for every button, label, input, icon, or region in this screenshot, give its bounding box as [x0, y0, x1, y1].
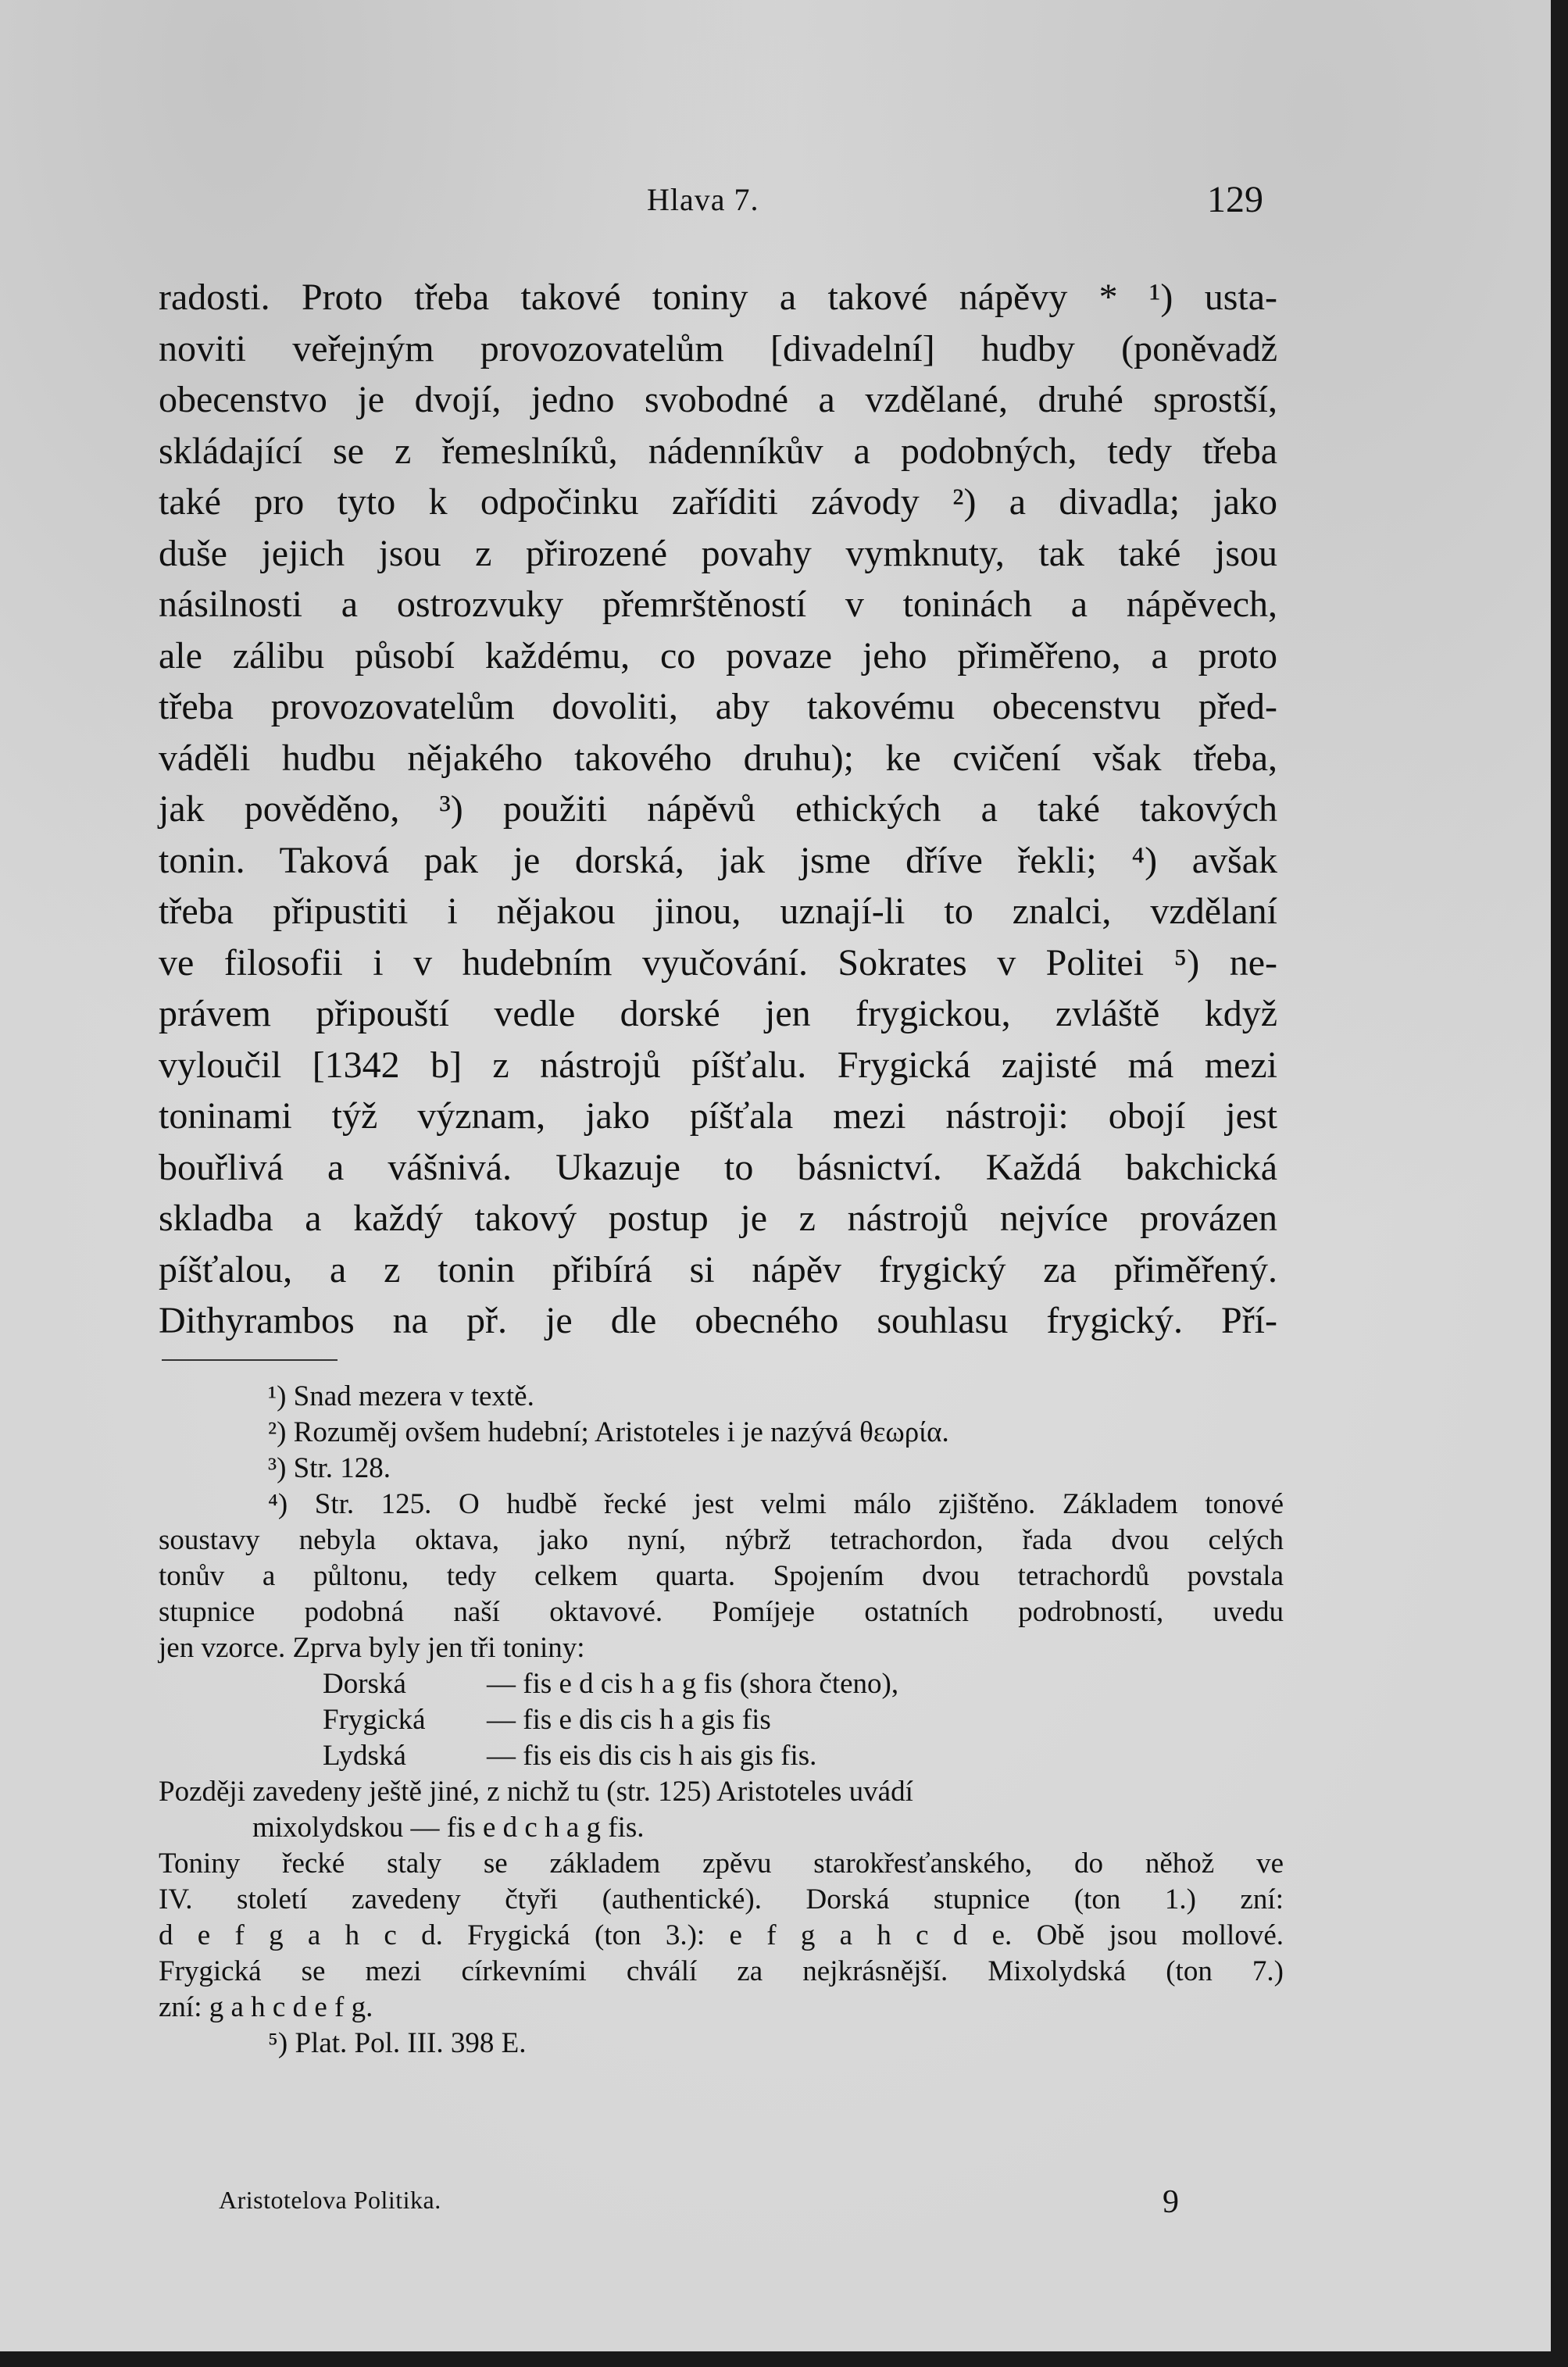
- running-head: Hlava 7.: [647, 182, 759, 217]
- footnote-2: ²) Rozuměj ovšem hudební; Aristoteles i je nazývá θεωρία.: [268, 1416, 949, 1448]
- footnote-4-line: tonův a půltonu, tedy celkem quarta. Spojením dvou tetrachordů povstala: [159, 1560, 1284, 1592]
- footnote-4-line: soustavy nebyla oktava, jako nyní, nýbrž tetrachordon, řada dvou celých: [159, 1524, 1284, 1556]
- body-line: také pro tyto k odpočinku zaříditi závody ²) a divadla; jako: [159, 481, 1277, 523]
- scale-row: [159, 1666, 1284, 1702]
- body-line: vyloučil [1342 b] z nástrojů píšťalu. Frygická zajisté má mezi: [159, 1044, 1277, 1086]
- footnote-4-line: stupnice podobná naší oktavové. Pomíjeje ostatních podrobností, uvedu: [159, 1596, 1284, 1628]
- scale-notes: — fis eis dis cis h ais gis fis.: [487, 1740, 817, 1772]
- body-line: duše jejich jsou z přirozené povahy vymknuty, tak také jsou: [159, 532, 1277, 574]
- footnote-5: ⁵) Plat. Pol. III. 398 E.: [268, 2027, 527, 2059]
- scale-row: [159, 1738, 1284, 1774]
- footnote-4-church: Frygická se mezi církevními chválí za nejkrásnější. Mixolydská (ton 7.): [159, 1955, 1284, 1987]
- scale-name: Frygická: [323, 1704, 426, 1736]
- body-line: skládající se z řemeslníků, nádenníkův a podobných, tedy třeba: [159, 430, 1277, 472]
- body-line: píšťalou, a z tonin přibírá si nápěv frygický za přiměřený.: [159, 1248, 1277, 1291]
- footnote-4-later: Později zavedeny ještě jiné, z nichž tu (str. 125) Aristoteles uvádí: [159, 1776, 913, 1808]
- body-line: radosti. Proto třeba takové toniny a takové nápěvy * ¹) usta-: [159, 277, 1277, 318]
- sheet-mark: 9: [1163, 2184, 1179, 2220]
- body-line: třeba provozovatelům dovoliti, aby takovému obecenstvu před-: [159, 686, 1277, 727]
- body-line: noviti veřejným provozovatelům [divadelní] hudby (poněvadž: [159, 327, 1277, 370]
- body-line: třeba připustiti i nějakou jinou, uznají-li to znalci, vzdělaní: [159, 891, 1277, 932]
- scale-notes: — fis e dis cis h a gis fis: [487, 1704, 771, 1736]
- body-line: skladba a každý takový postup je z nástrojů nejvíce provázen: [159, 1198, 1277, 1239]
- body-line: násilnosti a ostrozvuky přemrštěností v toninách a nápěvech,: [159, 584, 1277, 625]
- page-number: 129: [1207, 179, 1263, 220]
- body-line: toninami týž význam, jako píšťala mezi nástroji: obojí jest: [159, 1095, 1277, 1137]
- body-line: bouřlivá a vášnivá. Ukazuje to básnictví. Každá bakchická: [159, 1146, 1277, 1188]
- footnote-4-church: zní: g a h c d e f g.: [159, 1991, 373, 2023]
- footnote-4-later: mixolydskou — fis e d c h a g fis.: [252, 1812, 645, 1844]
- footnote-4-line: ⁴) Str. 125. O hudbě řecké jest velmi málo zjištěno. Základem tonové: [268, 1488, 1284, 1520]
- scale-name: Dorská: [323, 1668, 406, 1700]
- scale-row: [159, 1702, 1284, 1738]
- body-line: obecenstvo je dvojí, jedno svobodné a vzdělané, druhé sprostší,: [159, 379, 1277, 420]
- footnote-4-church: d e f g a h c d. Frygická (ton 3.): e f g a h c d e. Obě jsou mollové.: [159, 1919, 1284, 1951]
- footnote-3: ³) Str. 128.: [268, 1452, 391, 1484]
- body-line: tonin. Taková pak je dorská, jak jsme dříve řekli; ⁴) avšak: [159, 839, 1277, 881]
- body-line: Dithyrambos na př. je dle obecného souhlasu frygický. Pří-: [159, 1300, 1277, 1341]
- footnote-1: ¹) Snad mezera v textě.: [268, 1380, 534, 1412]
- body-line: jak pověděno, ³) použiti nápěvů ethických a také takových: [159, 788, 1277, 830]
- footnotes: [159, 1379, 1284, 2062]
- footnote-4-church: IV. století zavedeny čtyři (authentické). Dorská stupnice (ton 1.) zní:: [159, 1883, 1284, 1915]
- scale-notes: — fis e d cis h a g fis (shora čteno),: [487, 1668, 899, 1700]
- body-line: ale zálibu působí každému, co povaze jeho přiměřeno, a proto: [159, 634, 1277, 677]
- scale-name: Lydská: [323, 1740, 406, 1772]
- body-line: ve filosofii i v hudebním vyučování. Sokrates v Politei ⁵) ne-: [159, 941, 1277, 984]
- footnote-4-church: Toniny řecké staly se základem zpěvu starokřesťanského, do něhož ve: [159, 1848, 1284, 1880]
- body-line: váděli hudbu nějakého takového druhu); ke cvičení však třeba,: [159, 737, 1277, 779]
- body-line: právem připouští vedle dorské jen frygickou, zvláště když: [159, 993, 1277, 1034]
- body-text: [159, 272, 1277, 1347]
- footnote-rule: [162, 1359, 338, 1361]
- footnote-4-line: jen vzorce. Zprva byly jen tři toniny:: [159, 1632, 585, 1664]
- signature-line: Aristotelova Politika.: [219, 2186, 441, 2214]
